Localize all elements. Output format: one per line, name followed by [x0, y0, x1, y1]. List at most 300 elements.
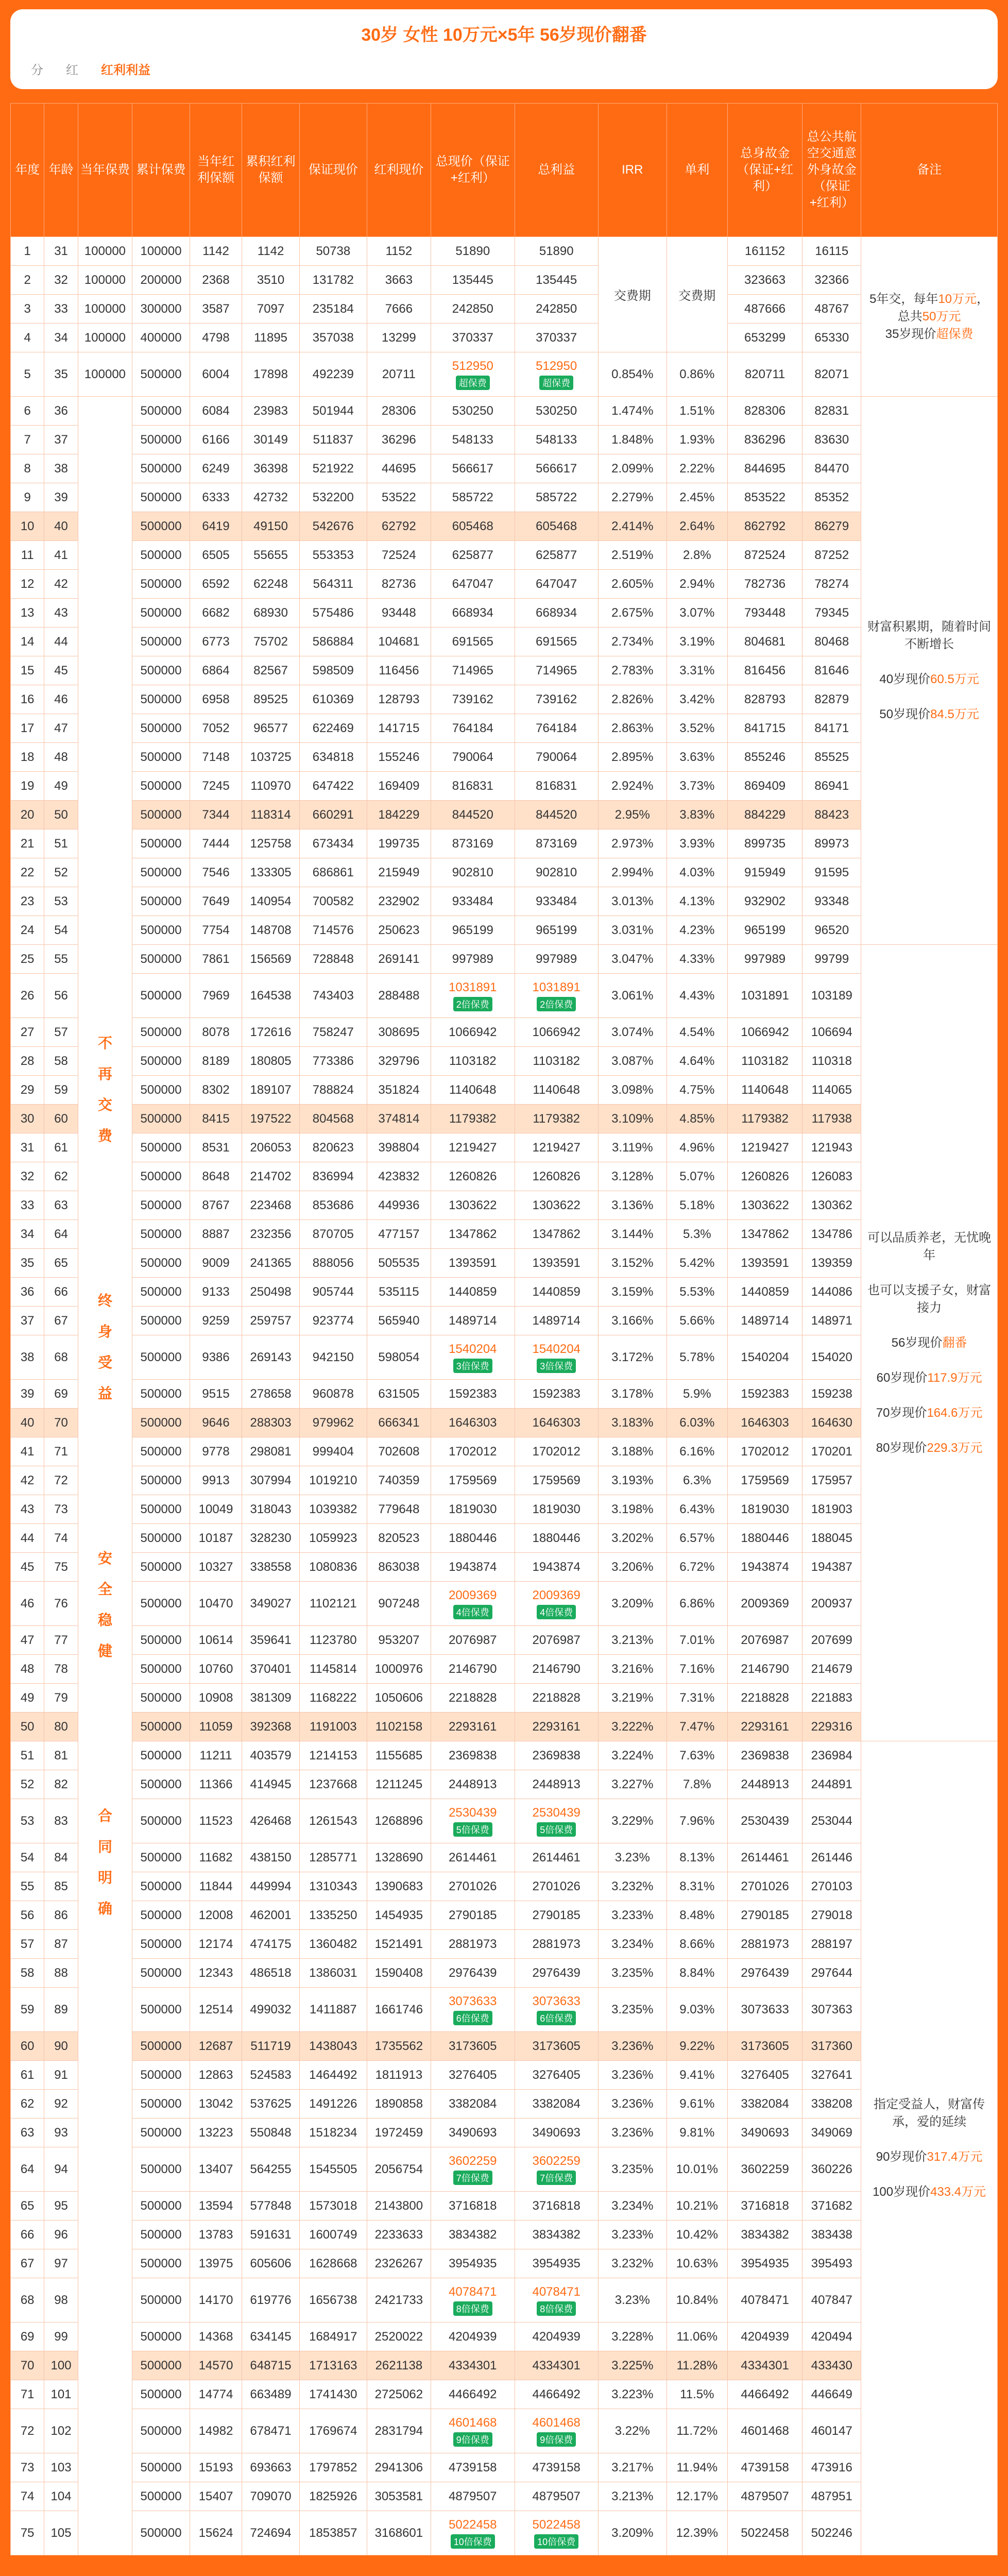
table-cell: 500000 [132, 2249, 190, 2278]
table-row [11, 1626, 998, 1655]
table-cell: 92 [44, 2090, 78, 2119]
table-cell: 6419 [190, 512, 242, 541]
table-cell: 500000 [132, 2192, 190, 2221]
table-cell [431, 1249, 515, 1278]
table-cell: 44 [11, 1524, 44, 1553]
table-cell: 500000 [132, 685, 190, 714]
table-cell: 62 [11, 2090, 44, 2119]
value-text: 625877 [452, 548, 493, 562]
value-text: 585722 [536, 490, 577, 504]
table-cell: 0.86% [667, 352, 727, 397]
table-cell: 499032 [242, 1988, 300, 2032]
table-cell: 10470 [190, 1582, 242, 1626]
table-cell: 2.099% [598, 454, 667, 483]
table-cell: 743403 [299, 974, 367, 1018]
table-cell: 500000 [132, 2453, 190, 2482]
table-cell: 500000 [132, 2032, 190, 2061]
table-cell: 1285771 [299, 1843, 367, 1872]
table-cell: 59 [11, 1988, 44, 2032]
table-cell [431, 454, 515, 483]
table-cell: 3.235% [598, 2147, 667, 2192]
value-text: 566617 [536, 461, 577, 476]
table-cell: 188045 [802, 1524, 861, 1553]
remark-text: 56岁现价 [891, 1335, 943, 1350]
table-cell: 170201 [802, 1437, 861, 1466]
multiple-badge: 超保费 [456, 376, 490, 390]
vertical-char: 稳 [97, 1612, 112, 1628]
table-cell: 1390683 [367, 1872, 431, 1901]
table-cell: 728848 [299, 945, 367, 974]
table-cell: 19 [11, 772, 44, 801]
table-cell: 308695 [367, 1018, 431, 1047]
table-cell: 98 [44, 2278, 78, 2323]
table-cell: 500000 [132, 916, 190, 945]
table-cell: 10.84% [667, 2278, 727, 2323]
value-text: 1943874 [532, 1560, 580, 1574]
table-row [11, 714, 998, 743]
table-cell: 30149 [242, 426, 300, 454]
table-cell: 1335250 [299, 1901, 367, 1930]
table-cell: 349069 [802, 2119, 861, 2147]
table-cell [431, 426, 515, 454]
table-cell [431, 974, 515, 1018]
table-cell: 241365 [242, 1249, 300, 1278]
table-cell: 13594 [190, 2192, 242, 2221]
table-cell: 5 [11, 352, 44, 397]
table-cell: 724694 [242, 2511, 300, 2555]
table-cell: 3.228% [598, 2323, 667, 2351]
table-cell: 7861 [190, 945, 242, 974]
table-cell [515, 1249, 598, 1278]
table-row [11, 945, 998, 974]
table-cell: 229316 [802, 1713, 861, 1741]
table-cell: 542676 [299, 512, 367, 541]
table-cell: 88423 [802, 801, 861, 829]
table-row [11, 483, 998, 512]
table-cell [431, 2032, 515, 2061]
table-cell: 121943 [802, 1133, 861, 1162]
table-cell: 69 [44, 1380, 78, 1409]
table-cell: 3.232% [598, 2249, 667, 2278]
table-row [11, 2061, 998, 2090]
value-text: 3490693 [449, 2125, 497, 2140]
table-cell: 66 [44, 1278, 78, 1307]
table-cell: 99799 [802, 945, 861, 974]
table-cell: 853522 [727, 483, 802, 512]
table-cell: 500000 [132, 1380, 190, 1409]
table-cell: 10327 [190, 1553, 242, 1582]
table-cell: 7.31% [667, 1684, 727, 1713]
table-cell: 2.64% [667, 512, 727, 541]
table-cell [515, 483, 598, 512]
table-cell: 4 [11, 324, 44, 352]
value-text: 1179382 [449, 1111, 497, 1126]
table-cell: 500000 [132, 1105, 190, 1133]
table-cell: 300000 [132, 295, 190, 324]
table-cell: 189107 [242, 1076, 300, 1105]
table-cell: 673434 [299, 829, 367, 858]
value-text: 3716818 [449, 2198, 497, 2213]
table-cell: 32 [44, 266, 78, 295]
table-cell: 4.96% [667, 1133, 727, 1162]
table-cell: 259757 [242, 1307, 300, 1335]
vertical-char: 受 [97, 1354, 112, 1370]
table-cell: 279018 [802, 1901, 861, 1930]
table-cell: 40 [11, 1409, 44, 1437]
table-cell: 54 [44, 916, 78, 945]
table-cell [515, 599, 598, 628]
table-cell: 3.213% [598, 1626, 667, 1655]
value-text: 2976439 [532, 1965, 580, 1980]
remark-text: 翻番 [942, 1335, 967, 1350]
tab-fen[interactable]: 分 [31, 63, 43, 77]
table-cell: 3.42% [667, 685, 727, 714]
table-cell: 2448913 [727, 1770, 802, 1799]
table-row [11, 1872, 998, 1901]
table-cell [431, 2061, 515, 2090]
table-row [11, 2482, 998, 2511]
table-cell [515, 1220, 598, 1249]
table-cell: 462001 [242, 1901, 300, 1930]
table-cell [431, 1220, 515, 1249]
table-row [11, 685, 998, 714]
table-cell: 487666 [727, 295, 802, 324]
value-text: 4466492 [449, 2387, 497, 2401]
table-cell: 2.924% [598, 772, 667, 801]
table-cell: 487951 [802, 2482, 861, 2511]
table-cell: 1811913 [367, 2061, 431, 2090]
tab-dividend-benefit[interactable]: 红利利益 [101, 63, 150, 77]
table-cell: 6682 [190, 599, 242, 628]
table-cell [431, 1524, 515, 1553]
table-cell: 54 [11, 1843, 44, 1872]
value-text: 1819030 [532, 1502, 580, 1516]
table-cell: 96 [44, 2221, 78, 2249]
multiple-badge: 2倍保费 [537, 997, 576, 1011]
table-cell: 979962 [299, 1409, 367, 1437]
remark-text: 5年交，每年 [869, 292, 938, 306]
table-cell [431, 2409, 515, 2453]
table-cell: 816456 [727, 656, 802, 685]
table-cell: 10187 [190, 1524, 242, 1553]
table-cell: 420494 [802, 2323, 861, 2351]
table-cell: 500000 [132, 1713, 190, 1741]
table-cell: 1191003 [299, 1713, 367, 1741]
table-cell: 3.098% [598, 1076, 667, 1105]
value-text: 4739158 [532, 2460, 580, 2475]
table-cell [515, 1684, 598, 1713]
table-cell: 118314 [242, 801, 300, 829]
table-cell: 565940 [367, 1307, 431, 1335]
table-cell: 96520 [802, 916, 861, 945]
table-row [11, 1335, 998, 1380]
value-text: 4601468 [449, 2415, 497, 2430]
multiple-badge: 超保费 [539, 376, 573, 390]
table-cell: 94 [44, 2147, 78, 2192]
table-cell: 110970 [242, 772, 300, 801]
table-cell: 42732 [242, 483, 300, 512]
table-cell [431, 2323, 515, 2351]
table-cell: 2.22% [667, 454, 727, 483]
value-text: 902810 [536, 865, 577, 879]
table-cell: 8.48% [667, 1901, 727, 1930]
value-text: 739162 [452, 692, 493, 706]
table-cell: 2.994% [598, 858, 667, 887]
vertical-char: 明 [97, 1869, 112, 1886]
value-text: 5022458 [449, 2517, 497, 2532]
value-text: 3602259 [449, 2154, 497, 2168]
table-cell [515, 801, 598, 829]
table-cell: 16 [11, 685, 44, 714]
table-cell [431, 1959, 515, 1988]
value-text: 1489714 [532, 1313, 580, 1328]
remark-text: 可以品质养老，无忧晚年 [867, 1230, 992, 1262]
table-cell: 1.93% [667, 426, 727, 454]
table-cell: 2009369 [727, 1582, 802, 1626]
table-cell: 3.188% [598, 1437, 667, 1466]
table-cell: 3.209% [598, 2511, 667, 2555]
column-header: 年龄 [44, 104, 78, 237]
remark-text: 也可以支援子女，财富接力 [867, 1283, 992, 1315]
value-text: 548133 [536, 432, 577, 447]
table-cell [515, 352, 598, 397]
multiple-badge: 10倍保费 [451, 2534, 495, 2549]
table-cell: 605606 [242, 2249, 300, 2278]
table-row [11, 1582, 998, 1626]
table-cell: 500000 [132, 2061, 190, 2090]
table-cell: 1702012 [727, 1437, 802, 1466]
value-text: 1393591 [532, 1256, 580, 1270]
table-cell: 500000 [132, 1684, 190, 1713]
value-text: 739162 [536, 692, 577, 706]
table-cell: 2941306 [367, 2453, 431, 2482]
table-cell: 500000 [132, 714, 190, 743]
table-cell: 288488 [367, 974, 431, 1018]
value-text: 370337 [452, 330, 493, 345]
table-cell: 38 [11, 1335, 44, 1380]
table-cell: 2.95% [598, 801, 667, 829]
table-cell: 91 [44, 2061, 78, 2090]
table-cell: 100000 [78, 237, 132, 266]
table-cell: 42 [11, 1466, 44, 1495]
table-cell: 104681 [367, 628, 431, 656]
table-header-row [11, 104, 998, 237]
table-cell: 1102121 [299, 1582, 367, 1626]
table-cell [515, 1076, 598, 1105]
value-text: 1219427 [449, 1140, 497, 1155]
table-cell [515, 541, 598, 570]
remark-note [861, 397, 998, 945]
table-cell [515, 2032, 598, 2061]
table-cell: 6333 [190, 483, 242, 512]
remark-text: 10万元 [938, 292, 977, 306]
table-cell: 702608 [367, 1437, 431, 1466]
table-cell: 17898 [242, 352, 300, 397]
table-cell: 460147 [802, 2409, 861, 2453]
value-text: 548133 [452, 432, 493, 447]
remark-text: 117.9万元 [927, 1370, 982, 1385]
table-cell: 31 [11, 1133, 44, 1162]
value-text: 1260826 [449, 1169, 497, 1183]
value-text: 3073633 [532, 1994, 580, 2008]
table-cell [515, 1162, 598, 1191]
table-cell: 360226 [802, 2147, 861, 2192]
table-cell: 3954935 [727, 2249, 802, 2278]
table-cell [431, 743, 515, 772]
tab-hong[interactable]: 红 [66, 63, 78, 77]
table-cell: 619776 [242, 2278, 300, 2323]
table-cell: 61 [11, 2061, 44, 2090]
table-cell [431, 801, 515, 829]
table-cell: 500000 [132, 599, 190, 628]
table-cell: 15 [11, 656, 44, 685]
table-cell: 1759569 [727, 1466, 802, 1495]
table-cell: 1386031 [299, 1959, 367, 1988]
table-cell: 6.72% [667, 1553, 727, 1582]
vertical-char: 费 [97, 1127, 112, 1144]
table-cell: 553353 [299, 541, 367, 570]
table-cell: 77 [44, 1626, 78, 1655]
table-cell [431, 2511, 515, 2555]
table-row [11, 541, 998, 570]
table-cell: 500000 [132, 1335, 190, 1380]
header-card [10, 9, 998, 89]
table-row [11, 1843, 998, 1872]
table-cell: 500000 [132, 1930, 190, 1959]
multiple-badge: 9倍保费 [537, 2432, 576, 2447]
table-cell: 7245 [190, 772, 242, 801]
table-cell: 1214153 [299, 1741, 367, 1770]
table-row [11, 1930, 998, 1959]
table-cell: 500000 [132, 1278, 190, 1307]
table-cell: 1059923 [299, 1524, 367, 1553]
table-cell: 714576 [299, 916, 367, 945]
table-cell: 2621138 [367, 2351, 431, 2380]
table-cell: 3 [11, 295, 44, 324]
value-text: 873169 [536, 836, 577, 851]
table-cell: 269143 [242, 1335, 300, 1380]
table-cell: 3587 [190, 295, 242, 324]
table-cell: 53522 [367, 483, 431, 512]
table-cell: 13 [11, 599, 44, 628]
value-text: 1031891 [532, 980, 580, 994]
remark-text: 90岁现价 [876, 2149, 927, 2164]
table-cell [431, 1437, 515, 1466]
table-cell: 660291 [299, 801, 367, 829]
table-cell [431, 1799, 515, 1843]
table-cell: 577848 [242, 2192, 300, 2221]
table-cell: 105 [44, 2511, 78, 2555]
value-text: 1702012 [449, 1444, 497, 1459]
table-cell: 2.8% [667, 541, 727, 570]
table-cell: 500000 [132, 1770, 190, 1799]
table-cell: 511719 [242, 2032, 300, 2061]
table-cell: 1489714 [727, 1307, 802, 1335]
table-cell: 836296 [727, 426, 802, 454]
table-cell: 39 [44, 483, 78, 512]
table-cell [431, 324, 515, 352]
table-cell [515, 829, 598, 858]
table-cell: 82879 [802, 685, 861, 714]
table-cell: 27 [11, 1018, 44, 1047]
table-cell: 327641 [802, 2061, 861, 2090]
table-cell [431, 1380, 515, 1409]
table-cell [515, 2323, 598, 2351]
value-text: 3382084 [532, 2096, 580, 2111]
table-cell [515, 1466, 598, 1495]
table-row [11, 1380, 998, 1409]
table-cell: 663489 [242, 2380, 300, 2409]
table-cell: 175957 [802, 1466, 861, 1495]
table-row [11, 1901, 998, 1930]
table-cell: 3.152% [598, 1249, 667, 1278]
value-text: 605468 [452, 519, 493, 533]
value-text: 668934 [452, 605, 493, 620]
table-cell [431, 1713, 515, 1741]
table-cell: 3.209% [598, 1582, 667, 1626]
value-text: 764184 [452, 721, 493, 735]
table-cell [515, 685, 598, 714]
table-cell: 3.19% [667, 628, 727, 656]
table-cell: 586884 [299, 628, 367, 656]
table-cell: 500000 [132, 656, 190, 685]
table-cell: 6166 [190, 426, 242, 454]
table-cell [431, 1191, 515, 1220]
value-text: 1592383 [449, 1386, 497, 1401]
table-cell: 37 [44, 426, 78, 454]
value-text: 1440859 [532, 1284, 580, 1299]
table-cell: 828306 [727, 397, 802, 426]
table-cell: 87252 [802, 541, 861, 570]
table-cell: 3.235% [598, 1988, 667, 2032]
table-cell: 3.031% [598, 916, 667, 945]
table-cell: 23 [11, 887, 44, 916]
table-cell: 45 [11, 1553, 44, 1582]
vertical-char: 确 [97, 1900, 112, 1917]
table-cell [431, 1770, 515, 1799]
table-cell: 14170 [190, 2278, 242, 2323]
table-cell: 214679 [802, 1655, 861, 1684]
table-cell: 4739158 [727, 2453, 802, 2482]
table-cell: 863038 [367, 1553, 431, 1582]
table-cell: 42 [44, 570, 78, 599]
table-cell: 11.94% [667, 2453, 727, 2482]
table-cell [431, 352, 515, 397]
table-cell [515, 1105, 598, 1133]
table-cell: 12863 [190, 2061, 242, 2090]
table-cell: 71 [11, 2380, 44, 2409]
table-cell: 1741430 [299, 2380, 367, 2409]
table-cell: 78 [44, 1655, 78, 1684]
table-cell [431, 266, 515, 295]
value-text: 4879507 [449, 2489, 497, 2503]
column-header: 总现价（保证+红利） [431, 104, 515, 237]
value-text: 2369838 [449, 1748, 497, 1762]
table-cell: 232356 [242, 1220, 300, 1249]
table-cell: 3.172% [598, 1335, 667, 1380]
remark-text: 60岁现价 [876, 1370, 928, 1385]
table-cell: 9386 [190, 1335, 242, 1380]
table-row [11, 1249, 998, 1278]
table-cell: 426468 [242, 1799, 300, 1843]
table-cell: 223468 [242, 1191, 300, 1220]
table-cell [515, 2453, 598, 2482]
table-cell: 12343 [190, 1959, 242, 1988]
table-cell [431, 2351, 515, 2380]
table-cell: 1155685 [367, 1741, 431, 1770]
table-cell: 1684917 [299, 2323, 367, 2351]
table-cell: 8531 [190, 1133, 242, 1162]
